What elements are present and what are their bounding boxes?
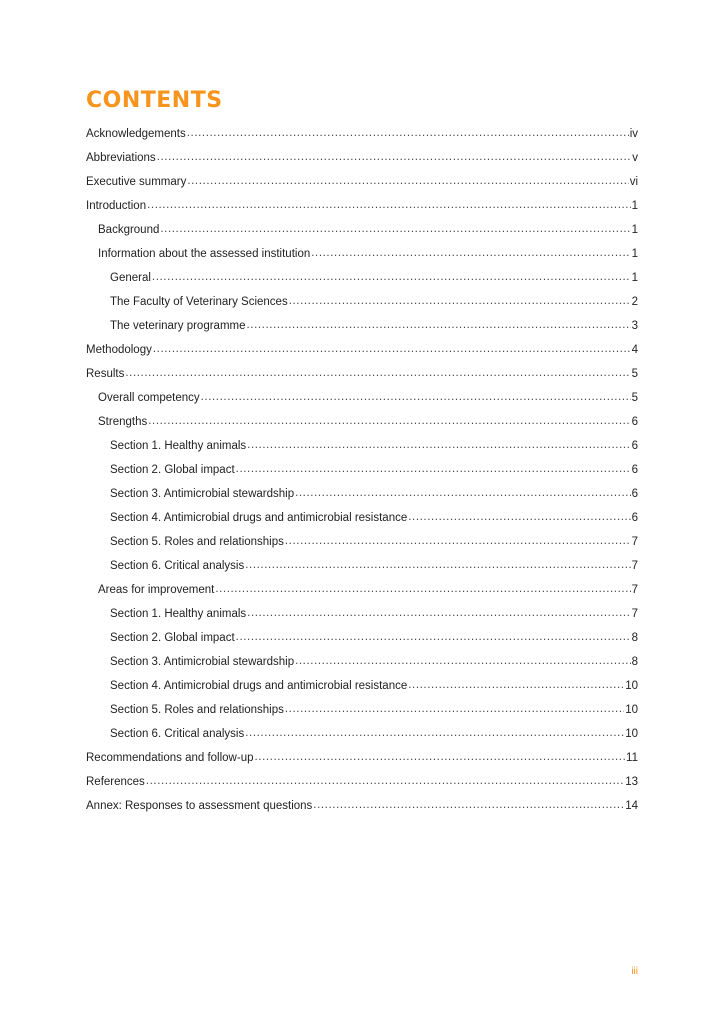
- toc-entry-title: Section 6. Critical analysis: [110, 728, 245, 740]
- toc-entry[interactable]: [86, 368, 638, 392]
- toc-entry[interactable]: [86, 416, 638, 440]
- toc-entry-page: 10: [625, 704, 638, 716]
- toc-entry[interactable]: [86, 608, 638, 632]
- toc-entry-page: 11: [626, 752, 638, 764]
- toc-entry-title: Section 1. Healthy animals: [110, 440, 247, 452]
- toc-entry-title: Acknowledgements: [86, 128, 186, 140]
- toc-entry[interactable]: [86, 464, 638, 488]
- toc-entry-title: Section 6. Critical analysis: [110, 560, 245, 572]
- page-title: CONTENTS: [86, 88, 223, 113]
- toc-entry[interactable]: [86, 704, 638, 728]
- toc-entry-title: Section 5. Roles and relationships: [110, 704, 284, 716]
- toc-entry[interactable]: [86, 800, 638, 824]
- toc-entry[interactable]: [86, 440, 638, 464]
- toc-entry-page: 6: [631, 488, 638, 500]
- toc-entry-title: Overall competency: [98, 392, 200, 404]
- toc-entry-title: Executive summary: [86, 176, 187, 188]
- toc-dot-leader: [125, 367, 630, 379]
- toc-entry[interactable]: [86, 128, 638, 152]
- toc-entry[interactable]: [86, 632, 638, 656]
- toc-entry-title: Section 1. Healthy animals: [110, 608, 247, 620]
- toc-dot-leader: [152, 271, 631, 283]
- toc-entry-page: 14: [625, 800, 638, 812]
- toc-dot-leader: [187, 175, 628, 187]
- toc-dot-leader: [408, 511, 630, 523]
- toc-entry[interactable]: [86, 176, 638, 200]
- toc-entry-page: 1: [631, 200, 638, 212]
- toc-dot-leader: [289, 295, 631, 307]
- toc-entry-title: Section 3. Antimicrobial stewardship: [110, 656, 295, 668]
- toc-entry[interactable]: [86, 680, 638, 704]
- toc-entry-page: 1: [631, 248, 638, 260]
- toc-entry-title: The veterinary programme: [110, 320, 246, 332]
- toc-entry-page: v: [632, 152, 638, 164]
- toc-dot-leader: [408, 679, 624, 691]
- toc-dot-leader: [313, 799, 624, 811]
- toc-entry-page: 2: [631, 296, 638, 308]
- toc-entry-page: 6: [631, 440, 638, 452]
- toc-entry-title: Section 5. Roles and relationships: [110, 536, 284, 548]
- toc-dot-leader: [201, 391, 631, 403]
- toc-entry-page: 6: [631, 464, 638, 476]
- toc-entry-title: Section 3. Antimicrobial stewardship: [110, 488, 295, 500]
- toc-entry[interactable]: [86, 320, 638, 344]
- toc-dot-leader: [236, 631, 631, 643]
- toc-dot-leader: [215, 583, 630, 595]
- toc-entry-title: The Faculty of Veterinary Sciences: [110, 296, 288, 308]
- toc-entry-page: 10: [625, 680, 638, 692]
- toc-entry[interactable]: [86, 776, 638, 800]
- toc-entry[interactable]: [86, 296, 638, 320]
- toc-entry[interactable]: [86, 752, 638, 776]
- footer-page-number: iii: [631, 966, 638, 977]
- toc-dot-leader: [157, 151, 632, 163]
- toc-entry-title: Section 2. Global impact: [110, 632, 235, 644]
- toc-dot-leader: [148, 415, 630, 427]
- toc-entry[interactable]: [86, 248, 638, 272]
- toc-entry-page: 6: [631, 416, 638, 428]
- toc-entry-page: 1: [631, 272, 638, 284]
- toc-entry-page: 10: [625, 728, 638, 740]
- toc-dot-leader: [311, 247, 630, 259]
- toc-entry-title: Information about the assessed institution: [98, 248, 311, 260]
- toc-entry-title: Results: [86, 368, 125, 380]
- toc-entry-page: 5: [631, 392, 638, 404]
- toc-dot-leader: [254, 751, 625, 763]
- toc-entry-title: Section 2. Global impact: [110, 464, 235, 476]
- toc-dot-leader: [160, 223, 630, 235]
- toc-entry[interactable]: [86, 488, 638, 512]
- toc-entry[interactable]: [86, 272, 638, 296]
- toc-entry-title: Recommendations and follow-up: [86, 752, 254, 764]
- toc-dot-leader: [285, 703, 624, 715]
- toc-entry-page: 4: [631, 344, 638, 356]
- toc-dot-leader: [153, 343, 631, 355]
- toc-entry[interactable]: [86, 224, 638, 248]
- toc-dot-leader: [236, 463, 631, 475]
- toc-entry[interactable]: [86, 584, 638, 608]
- toc-dot-leader: [245, 559, 630, 571]
- toc-dot-leader: [247, 319, 631, 331]
- toc-entry-page: 8: [631, 632, 638, 644]
- toc-entry-title: Areas for improvement: [98, 584, 215, 596]
- toc-entry-title: References: [86, 776, 145, 788]
- toc-entry-page: 1: [631, 224, 638, 236]
- toc-dot-leader: [295, 655, 631, 667]
- toc-dot-leader: [187, 127, 629, 139]
- toc-dot-leader: [285, 535, 631, 547]
- toc-dot-leader: [247, 439, 630, 451]
- toc-entry-page: 7: [631, 560, 638, 572]
- toc-entry-page: 3: [631, 320, 638, 332]
- toc-entry-page: iv: [629, 128, 638, 140]
- toc-entry[interactable]: [86, 656, 638, 680]
- toc-entry-title: Methodology: [86, 344, 152, 356]
- toc-entry-page: 7: [631, 608, 638, 620]
- toc-entry-title: Background: [98, 224, 160, 236]
- toc-entry-page: 5: [631, 368, 638, 380]
- toc-dot-leader: [247, 607, 630, 619]
- toc-entry[interactable]: [86, 728, 638, 752]
- table-of-contents: [86, 128, 638, 824]
- toc-entry-page: 6: [631, 512, 638, 524]
- toc-entry-page: 7: [631, 584, 638, 596]
- toc-entry-title: General: [110, 272, 151, 284]
- toc-dot-leader: [245, 727, 624, 739]
- toc-entry[interactable]: [86, 200, 638, 224]
- toc-entry-title: Abbreviations: [86, 152, 156, 164]
- toc-entry[interactable]: [86, 344, 638, 368]
- toc-dot-leader: [147, 199, 630, 211]
- toc-dot-leader: [295, 487, 631, 499]
- toc-entry-title: Section 4. Antimicrobial drugs and antimicrobial resistance: [110, 680, 408, 692]
- toc-entry-title: Strengths: [98, 416, 148, 428]
- toc-entry-page: 7: [631, 536, 638, 548]
- toc-entry[interactable]: [86, 512, 638, 536]
- toc-entry-page: 8: [631, 656, 638, 668]
- toc-entry-page: 13: [625, 776, 638, 788]
- toc-entry[interactable]: [86, 152, 638, 176]
- toc-entry[interactable]: [86, 392, 638, 416]
- toc-entry-title: Section 4. Antimicrobial drugs and antimicrobial resistance: [110, 512, 408, 524]
- toc-entry[interactable]: [86, 536, 638, 560]
- toc-entry-title: Annex: Responses to assessment questions: [86, 800, 313, 812]
- toc-entry-title: Introduction: [86, 200, 147, 212]
- toc-dot-leader: [146, 775, 624, 787]
- toc-entry[interactable]: [86, 560, 638, 584]
- toc-entry-page: vi: [629, 176, 638, 188]
